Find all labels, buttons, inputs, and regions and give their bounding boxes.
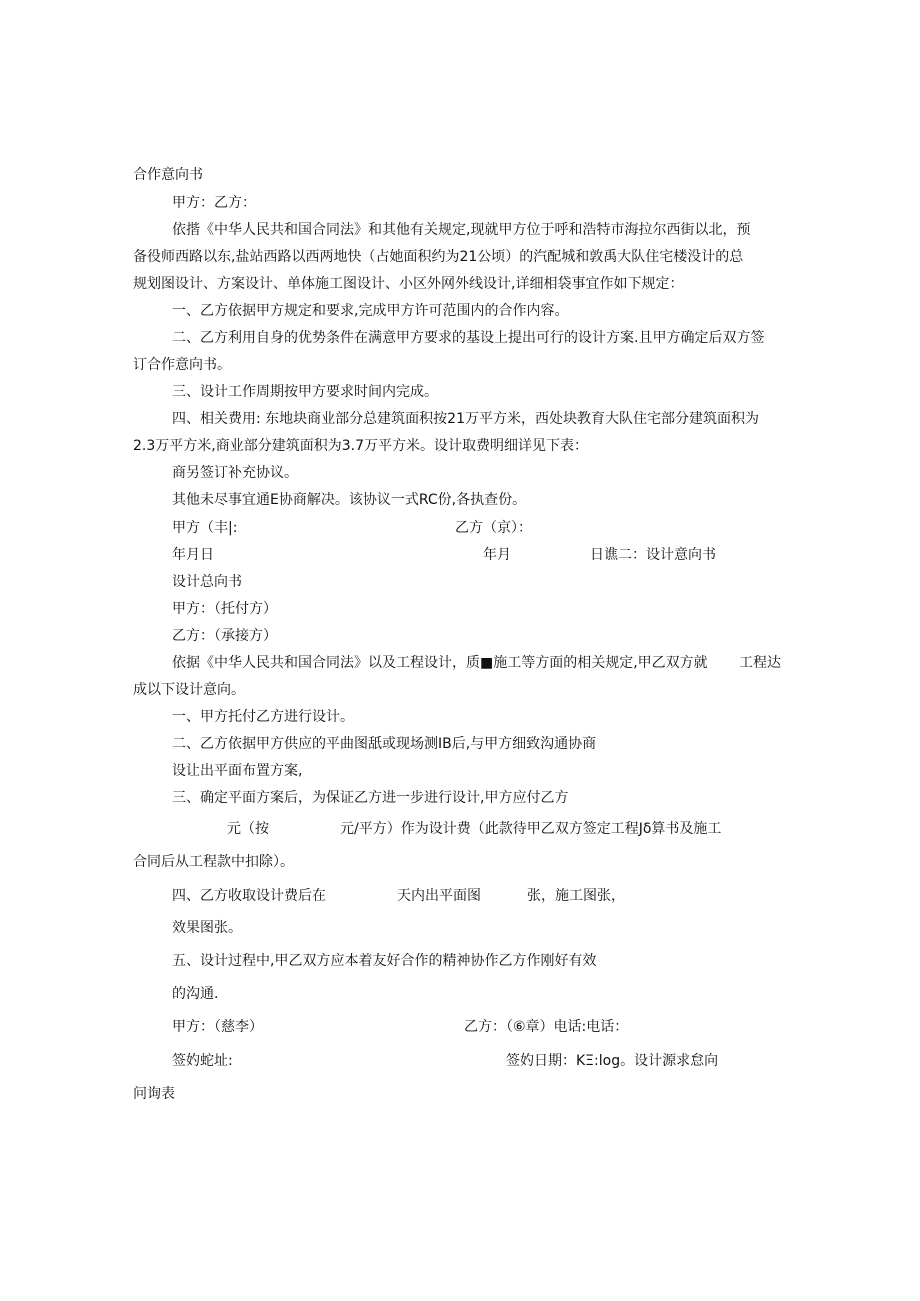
signature-party-a: 甲方（丰|: <box>172 520 238 536</box>
signature-party-a: 甲方：（慈李） <box>172 1019 263 1035</box>
clause-line: 三、设计工作周期按甲方要求时间内完成。 <box>172 384 438 400</box>
party-b-line: 乙方：（承接方） <box>172 628 277 644</box>
parties-line: 甲方：乙方： <box>172 195 256 211</box>
clause-line: 三、确定平面方案后，为保证乙方进一步进行设计,甲方应付乙方 <box>172 790 569 806</box>
paragraph-line: 工程达 <box>739 655 781 671</box>
paragraph-line: 依据《中华人民共和国合同法》以及工程设计，质■施工等方面的相关规定,甲乙双方就 <box>172 655 708 671</box>
clause-line: 效果图张。 <box>172 920 242 936</box>
paragraph-line: 依揩《中华人民共和国合同法》和其他有关规定,现就甲方位于呼和浩特市海拉尔西街以北，预 <box>172 222 751 238</box>
doc-title: 合作意向书 <box>133 167 203 183</box>
clause-line: 2.3万平方米,商业部分建筑面积为3.7万平方米。设计取费明细详见下表： <box>133 438 588 454</box>
clause-line: 元（按 <box>227 821 269 837</box>
party-a-line: 甲方：（托付方） <box>172 601 277 617</box>
clause-line: 四、相关费用: 东地块商业部分总建筑面积按21万平方米，西处块教育大队住宅部分建筑面积为 <box>172 411 759 427</box>
paragraph-line: 规划图设计、方案设计、单体施工图设计、小区外网外线设计,详细相袋事宜作如下规定： <box>133 276 684 292</box>
paragraph-line: 成以下设计意向。 <box>133 682 245 698</box>
signing-date: 签妁日期：KΞ:log。设计源求怠向 <box>506 1053 719 1069</box>
paragraph-line: 备役师西路以东,盐站西路以西两地快（占她面积约为21公顷）的汽配城和敦禹大队住宅楼没计的总 <box>133 249 744 265</box>
clause-line: 一、甲方托付乙方进行设计。 <box>172 709 354 725</box>
clause-line: 二、乙方利用自身的优势条件在满意甲方要求的基设上提出可行的设计方案.且甲方确定后双方签 <box>172 330 765 346</box>
section-title: 设计总向书 <box>172 574 242 590</box>
clause-line: 天内出平面图 <box>397 888 481 904</box>
clause-line: 商另签订补充协议。 <box>172 465 298 481</box>
clause-line: 设让出平面布置方案, <box>172 763 303 779</box>
date-line-a: 年月日 <box>172 547 214 563</box>
signing-address: 签妁蛇址: <box>172 1053 233 1069</box>
clause-line: 订合作意向书。 <box>133 357 231 373</box>
date-line-b: 年月 <box>483 547 511 563</box>
clause-line: 五、设计过程中,甲乙双方应本着友好合作的精神协作乙方作刚好有效 <box>172 953 597 969</box>
clause-line: 二、乙方依据甲方供应的平曲图舐或现场测IB后,与甲方细致沟通协商 <box>172 736 597 752</box>
doc-footer-title: 问询表 <box>133 1086 175 1102</box>
clause-line: 合同后从工程款中扣除）。 <box>133 854 294 870</box>
clause-line: 张，施工图张， <box>527 888 625 904</box>
signature-party-b: 乙方：（⑥章）电话:电话： <box>464 1019 629 1035</box>
clause-line: 四、乙方收取设计费后在 <box>172 888 326 904</box>
clause-line: 一、乙方依据甲方规定和要求,完成甲方许可范围内的合作内容。 <box>172 303 569 319</box>
date-line-c: 日谯二：设计意向书 <box>590 547 716 563</box>
clause-line: 元/平方）作为设计费（此款待甲乙双方签定工程Jδ算书及施工 <box>340 821 722 837</box>
clause-line: 的沟通. <box>172 986 219 1002</box>
signature-party-b: 乙方（京）： <box>455 520 532 536</box>
clause-line: 其他未尽事宜通E协商解决。该协议一式RC份,各执查份。 <box>172 492 527 508</box>
